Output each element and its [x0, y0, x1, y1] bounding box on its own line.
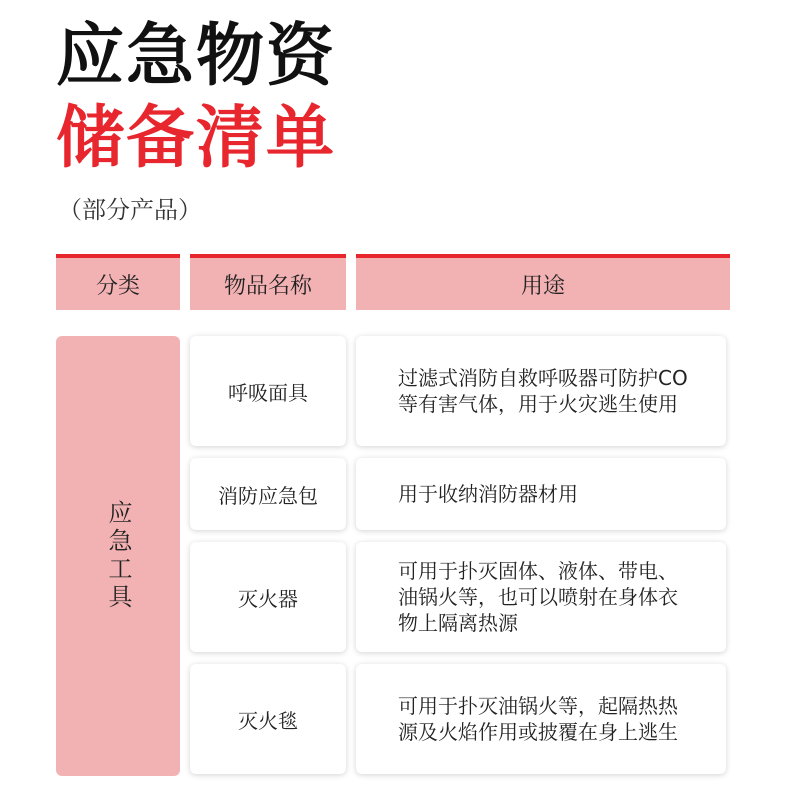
- item-usage-cell: 用于收纳消防器材用: [356, 458, 726, 530]
- item-name-cell: 消防应急包: [190, 458, 346, 530]
- column-header-usage: 用途: [356, 254, 730, 310]
- item-usage-cell: 可用于扑灭油锅火等，起隔热热源及火焰作用或披覆在身上逃生: [356, 664, 726, 774]
- item-usage-cell: 可用于扑灭固体、液体、带电、油锅火等，也可以喷射在身体衣物上隔离热源: [356, 542, 726, 652]
- item-name-cell: 灭火毯: [190, 664, 346, 774]
- column-header-category: 分类: [56, 254, 180, 310]
- page-title-line2: 储备清单: [56, 99, 337, 178]
- category-cell: [56, 336, 180, 776]
- page-subtitle: （部分产品）: [58, 196, 202, 224]
- column-header-item-name: 物品名称: [190, 254, 346, 310]
- item-usage-cell: 过滤式消防自救呼吸器可防护CO等有害气体，用于火灾逃生使用: [356, 336, 726, 446]
- page-title-line1: 应急物资: [56, 17, 337, 96]
- category-label: 应急工具: [104, 500, 132, 612]
- item-name-cell: 灭火器: [190, 542, 346, 652]
- item-name-cell: 呼吸面具: [190, 336, 346, 446]
